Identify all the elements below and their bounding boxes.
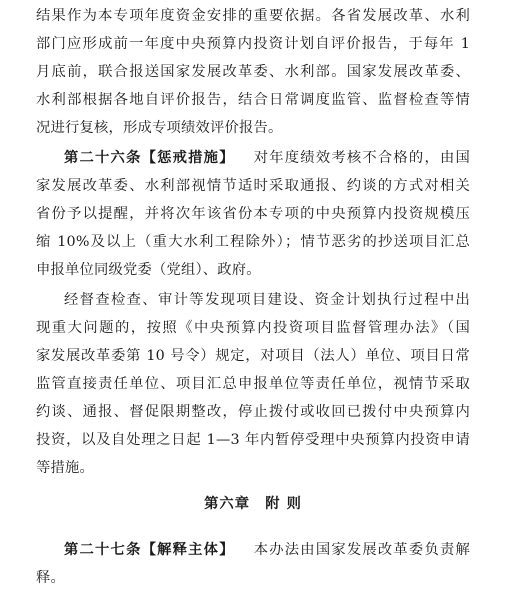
- paragraph-line: 家发展改革委第 10 号令）规定，对项目（法人）单位、项目日常: [36, 348, 470, 364]
- paragraph-line: 现重大问题的，按照《中央预算内投资项目监督管理办法》（国: [36, 320, 470, 336]
- article-27-first-text: 本办法由国家发展改革委负责解: [252, 542, 470, 558]
- paragraph-line: 部门应形成前一年度中央预算内投资计划自评价报告，于每年 1: [36, 36, 470, 52]
- paragraph-line: 投资，以及自处理之日起 1—3 年内暂停受理中央预算内投资申请: [36, 432, 470, 448]
- paragraph-line: 缩 10%及以上（重大水利工程除外）；情节恶劣的抄送项目汇总: [36, 234, 470, 250]
- paragraph-line: 省份予以提醒，并将次年该省份本专项的中央预算内投资规模压: [36, 206, 470, 222]
- chapter-heading: 第六章 附 则: [204, 496, 302, 512]
- article-27-first-line: [64, 540, 470, 560]
- paragraph-line: 家发展改革委、水利部视情节适时采取通报、约谈的方式对相关: [36, 178, 470, 194]
- paragraph-line: 况进行复核，形成专项绩效评价报告。: [36, 120, 283, 136]
- paragraph-line: 释。: [36, 570, 65, 586]
- article-26-title: 第二十六条【惩戒措施】: [64, 150, 235, 166]
- article-27-title: 第二十七条【解释主体】: [64, 542, 235, 558]
- paragraph-line: 月底前，联合报送国家发展改革委、水利部。国家发展改革委、: [36, 64, 470, 80]
- paragraph-line: 约谈、通报、督促限期整改，停止拨付或收回已拨付中央预算内: [36, 404, 470, 420]
- paragraph-line: 等措施。: [36, 460, 94, 476]
- paragraph-line: 申报单位同级党委（党组）、政府。: [36, 262, 261, 278]
- paragraph-line: 水利部根据各地自评价报告，结合日常调度监管、监督检查等情: [36, 92, 470, 108]
- article-26-first-text: 对年度绩效考核不合格的，由国: [252, 150, 470, 166]
- paragraph-line: 结果作为本专项年度资金安排的重要依据。各省发展改革、水利: [36, 8, 470, 24]
- paragraph-line: 监管直接责任单位、项目汇总申报单位等责任单位，视情节采取: [36, 376, 470, 392]
- article-26-first-line: [64, 148, 470, 168]
- paragraph-line: 经督查检查、审计等发现项目建设、资金计划执行过程中出: [64, 292, 470, 308]
